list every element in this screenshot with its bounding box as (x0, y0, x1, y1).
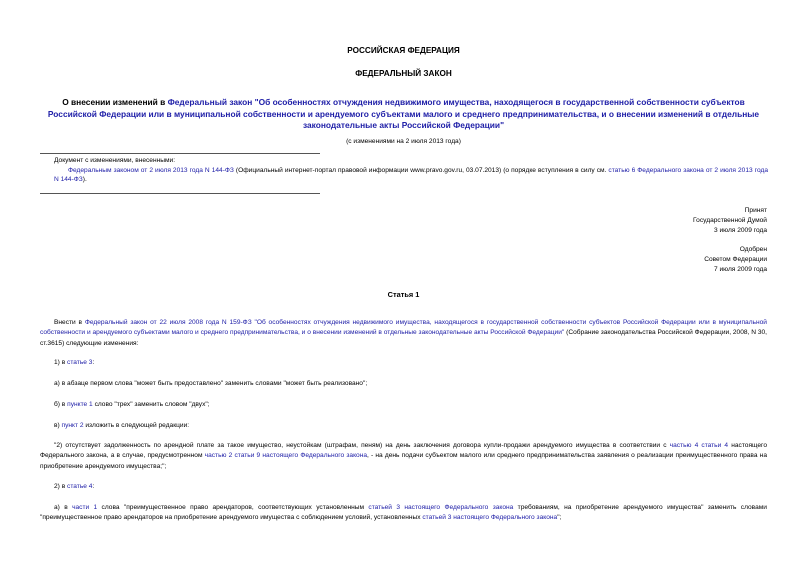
item1c-text: в) (54, 422, 62, 429)
divider-bottom (40, 193, 320, 194)
item1-tail: : (92, 359, 95, 366)
changes-block (54, 156, 768, 185)
law-159fz-link[interactable]: Федеральный закон от 22 июля 2008 года N 159-ФЗ "Об особенностях отчуждения недвижимого имущества, находящегося в государственной собственности субъектов Российской Федерации или в муниципальной собственности и арендуемого субъектами малого и среднего предпринимательства, и о внесении изменений в отдельные законодательные акты Российской Федерации" (40, 319, 767, 337)
law-type-heading: ФЕДЕРАЛЬНЫЙ ЗАКОН (355, 69, 452, 78)
amending-law-link[interactable]: Федеральным законом от 2 июля 2013 года N 144-ФЗ (68, 166, 234, 174)
article3-link[interactable]: статье 3 (67, 359, 93, 366)
approved-label: Одобрен (739, 246, 767, 253)
article3-ref-link-2[interactable]: статьей 3 настоящего Федерального закона (422, 514, 558, 522)
adopted-date: 3 июля 2009 года (713, 227, 767, 235)
part4-article4-link[interactable]: частью 4 статьи 4 (669, 442, 729, 449)
p1-text: Внести в (54, 319, 85, 326)
item-1b (40, 400, 767, 410)
item2a-text: а) в (54, 504, 73, 511)
adopted-body: Государственной Думой (693, 217, 767, 225)
changes-text-part: (Официальный интернет-портал правовой информации www.pravo.gov.ru, 03.07.2013) (о порядке вступления в силу см. (233, 166, 609, 174)
part2-article9-link[interactable]: частью 2 статьи 9 настоящего Федерального закона (204, 452, 368, 460)
adopted-label: Принят (744, 207, 767, 214)
changes-text (54, 166, 768, 185)
article-heading: Статья 1 (387, 290, 420, 299)
point2-link[interactable]: пункт 2 (61, 422, 84, 429)
item-2 (40, 482, 767, 492)
changes-text-end: ). (82, 176, 87, 184)
paragraph-intro (40, 318, 767, 349)
quote-text-3: , - на день подачи субъектом малого или среднего предпринимательства заявления о реализации преимущественного права на приобретение арендуемого имущества;"; (40, 452, 767, 470)
item-1c (40, 421, 767, 431)
divider-top (40, 153, 320, 154)
item-1a: а) в абзаце первом слова "может быть предоставлено" заменить словами "может быть реализовано"; (54, 380, 368, 387)
country-heading: РОССИЙСКАЯ ФЕДЕРАЦИЯ (347, 46, 460, 55)
item1-text: 1) в (54, 359, 68, 366)
title-prefix: О внесении изменений в (62, 97, 168, 107)
approved-block (567, 245, 767, 276)
item-2a (40, 503, 767, 524)
approved-date: 7 июля 2009 года (713, 266, 767, 274)
item1b-tail: слово "трех" заменить словом "двух"; (92, 401, 210, 408)
quote-text-2: настоящего Федерального закона, а в случае, предусмотренном (40, 442, 767, 460)
edition-note: (с изменениями на 2 июля 2013 года) (346, 138, 461, 145)
item2a-tail: "; (557, 514, 562, 522)
part1-link[interactable]: части 1 (72, 504, 98, 511)
changes-intro: Документ с изменениями, внесенными: (54, 157, 176, 164)
p1-tail: (Собрание законодательства Российской Федерации, 2008, N 30, ст.3615) следующие изменения: (40, 329, 768, 347)
article6-link[interactable]: статью 6 Федерального закона от 2 июля 2013 года N 144-ФЗ (54, 166, 768, 184)
item2a-text-3: требованиям, на приобретение арендуемого имущества" заменить словами "преимущественное право арендаторов на приобретение арендуемого имущества с соблюдением условий, установленных (40, 504, 767, 522)
article4-link[interactable]: статье 4 (67, 483, 93, 490)
quote-paragraph (40, 441, 767, 472)
adopted-block (567, 206, 767, 237)
item1b-text: б) в (54, 401, 68, 408)
article3-ref-link[interactable]: статьей 3 настоящего Федерального закона (368, 504, 514, 511)
item2-tail: : (92, 483, 95, 490)
item2a-text-2: слова "преимущественное право арендаторов, соответствующих установленным (97, 504, 369, 511)
quote-text: "2) отсутствует задолженность по арендной плате за такое имущество, неустойкам (штрафам, пеням) на день заключения договора купли-продажи арендуемого имущества в соответствии с (54, 442, 670, 449)
item2-text: 2) в (54, 483, 68, 490)
law-title (40, 97, 767, 132)
approved-body: Советом Федерации (704, 256, 767, 264)
item1c-tail: изложить в следующей редакции: (83, 422, 190, 429)
item-1 (40, 358, 767, 368)
title-law-link[interactable]: Федеральный закон "Об особенностях отчуждения недвижимого имущества, находящегося в государственной собственности субъектов Российской Федерации или в муниципальной собственности и арендуемого субъектами малого и среднего предпринимательства, и о внесении изменений в отдельные законодательные акты Российской Федерации" (47, 97, 760, 130)
point1-link[interactable]: пункте 1 (67, 401, 93, 408)
